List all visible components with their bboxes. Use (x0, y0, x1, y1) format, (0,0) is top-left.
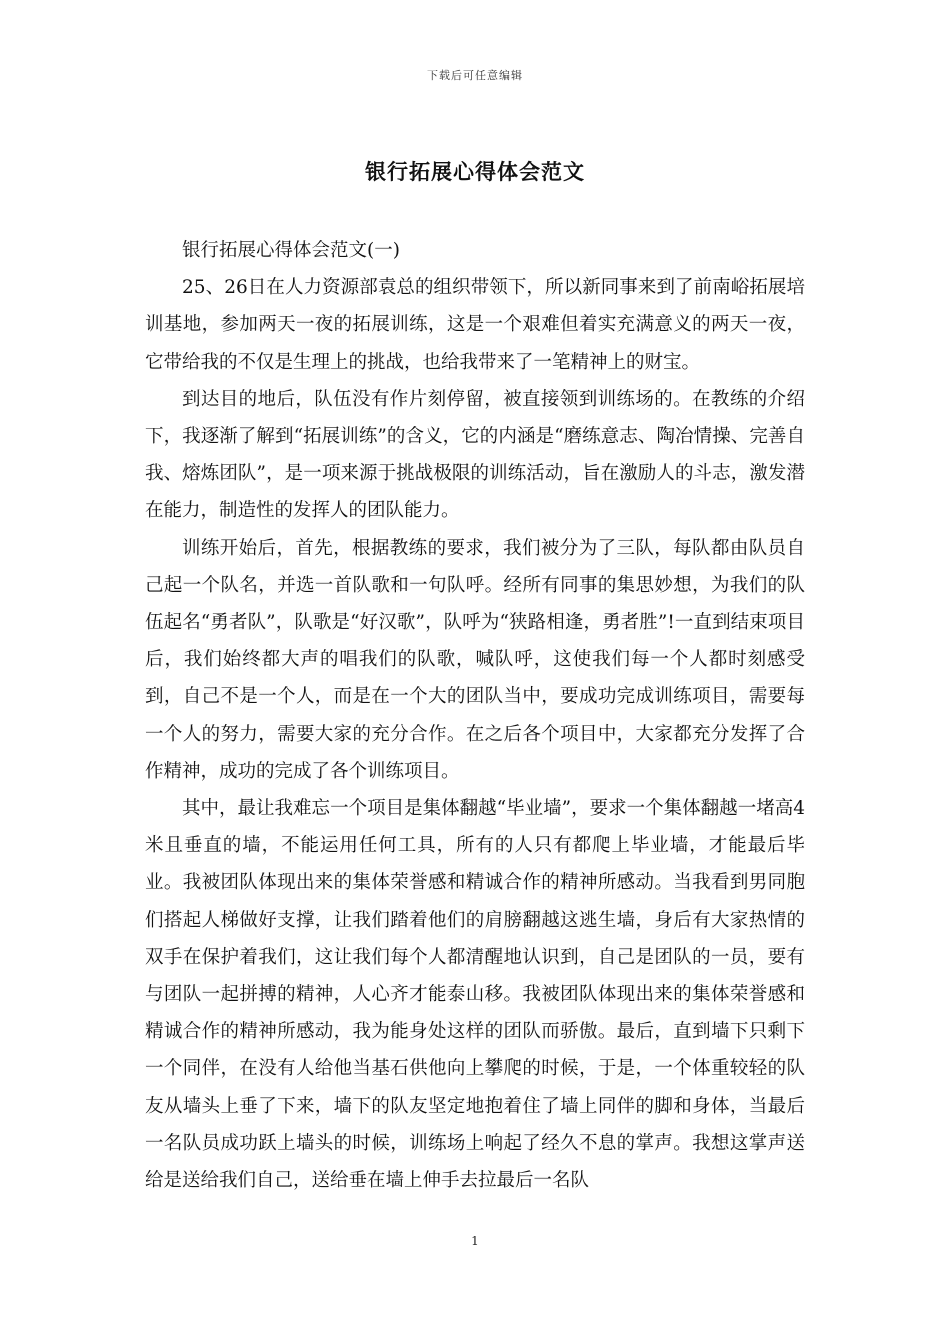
paragraph: 其中，最让我难忘一个项目是集体翻越“毕业墙”，要求一个集体翻越一堵高4米且垂直的墙，不能运用任何工具，所有的人只有都爬上毕业墙，才能最后毕业。我被团队体现出来的集体荣誉感和精诚合作的精神所感动。当我看到男同胞们搭起人梯做好支撑，让我们踏着他们的肩膀翻越这逃生墙，身后有大家热情的双手在保护着我们，这让我们每个人都清醒地认识到，自己是团队的一员，要有与团队一起拼搏的精神，人心齐才能泰山移。我被团队体现出来的集体荣誉感和精诚合作的精神所感动，我为能身处这样的团队而骄傲。最后，直到墙下只剩下一个同伴，在没有人给他当基石供他向上攀爬的时候，于是，一个体重较轻的队友从墙头上垂了下来，墙下的队友坚定地抱着住了墙上同伴的脚和身体，当最后一名队员成功跃上墙头的时候，训练场上响起了经久不息的掌声。我想这掌声送给是送给我们自己，送给垂在墙上伸手去拉最后一名队 (145, 798, 805, 1192)
paragraph: 训练开始后，首先，根据教练的要求，我们被分为了三队，每队都由队员自己起一个队名，并选一首队歌和一句队呼。经所有同事的集思妙想，为我们的队伍起名“勇者队”，队歌是“好汉歌”，队呼为“狭路相逢，勇者胜”!一直到结束项目后，我们始终都大声的唱我们的队歌，喊队呼，这使我们每一个人都时刻感受到，自己不是一个人，而是在一个大的团队当中，要成功完成训练项目，需要每一个人的努力，需要大家的充分合作。在之后各个项目中，大家都充分发挥了合作精神，成功的完成了各个训练项目。 (145, 537, 805, 782)
paragraph: 25、26日在人力资源部袁总的组织带领下，所以新同事来到了前南峪拓展培训基地，参加两天一夜的拓展训练，这是一个艰难但着实充满意义的两天一夜，它带给我的不仅是生理上的挑战，也给我带来了一笔精神上的财宝。 (145, 277, 805, 373)
paragraph: 到达目的地后，队伍没有作片刻停留，被直接领到训练场的。在教练的介绍下，我逐渐了解到“拓展训练”的含义，它的内涵是“磨练意志、陶冶情操、完善自我、熔炼团队”，是一项来源于挑战极限的训练活动，旨在激励人的斗志，激发潜在能力，制造性的发挥人的团队能力。 (145, 388, 805, 522)
document-title: 银行拓展心得体会范文 (365, 159, 585, 184)
section-heading: 银行拓展心得体会范文(一) (182, 240, 400, 261)
header-note: 下载后可任意编辑 (427, 69, 523, 82)
document-body (145, 232, 805, 1199)
page-number: 1 (471, 1234, 479, 1248)
